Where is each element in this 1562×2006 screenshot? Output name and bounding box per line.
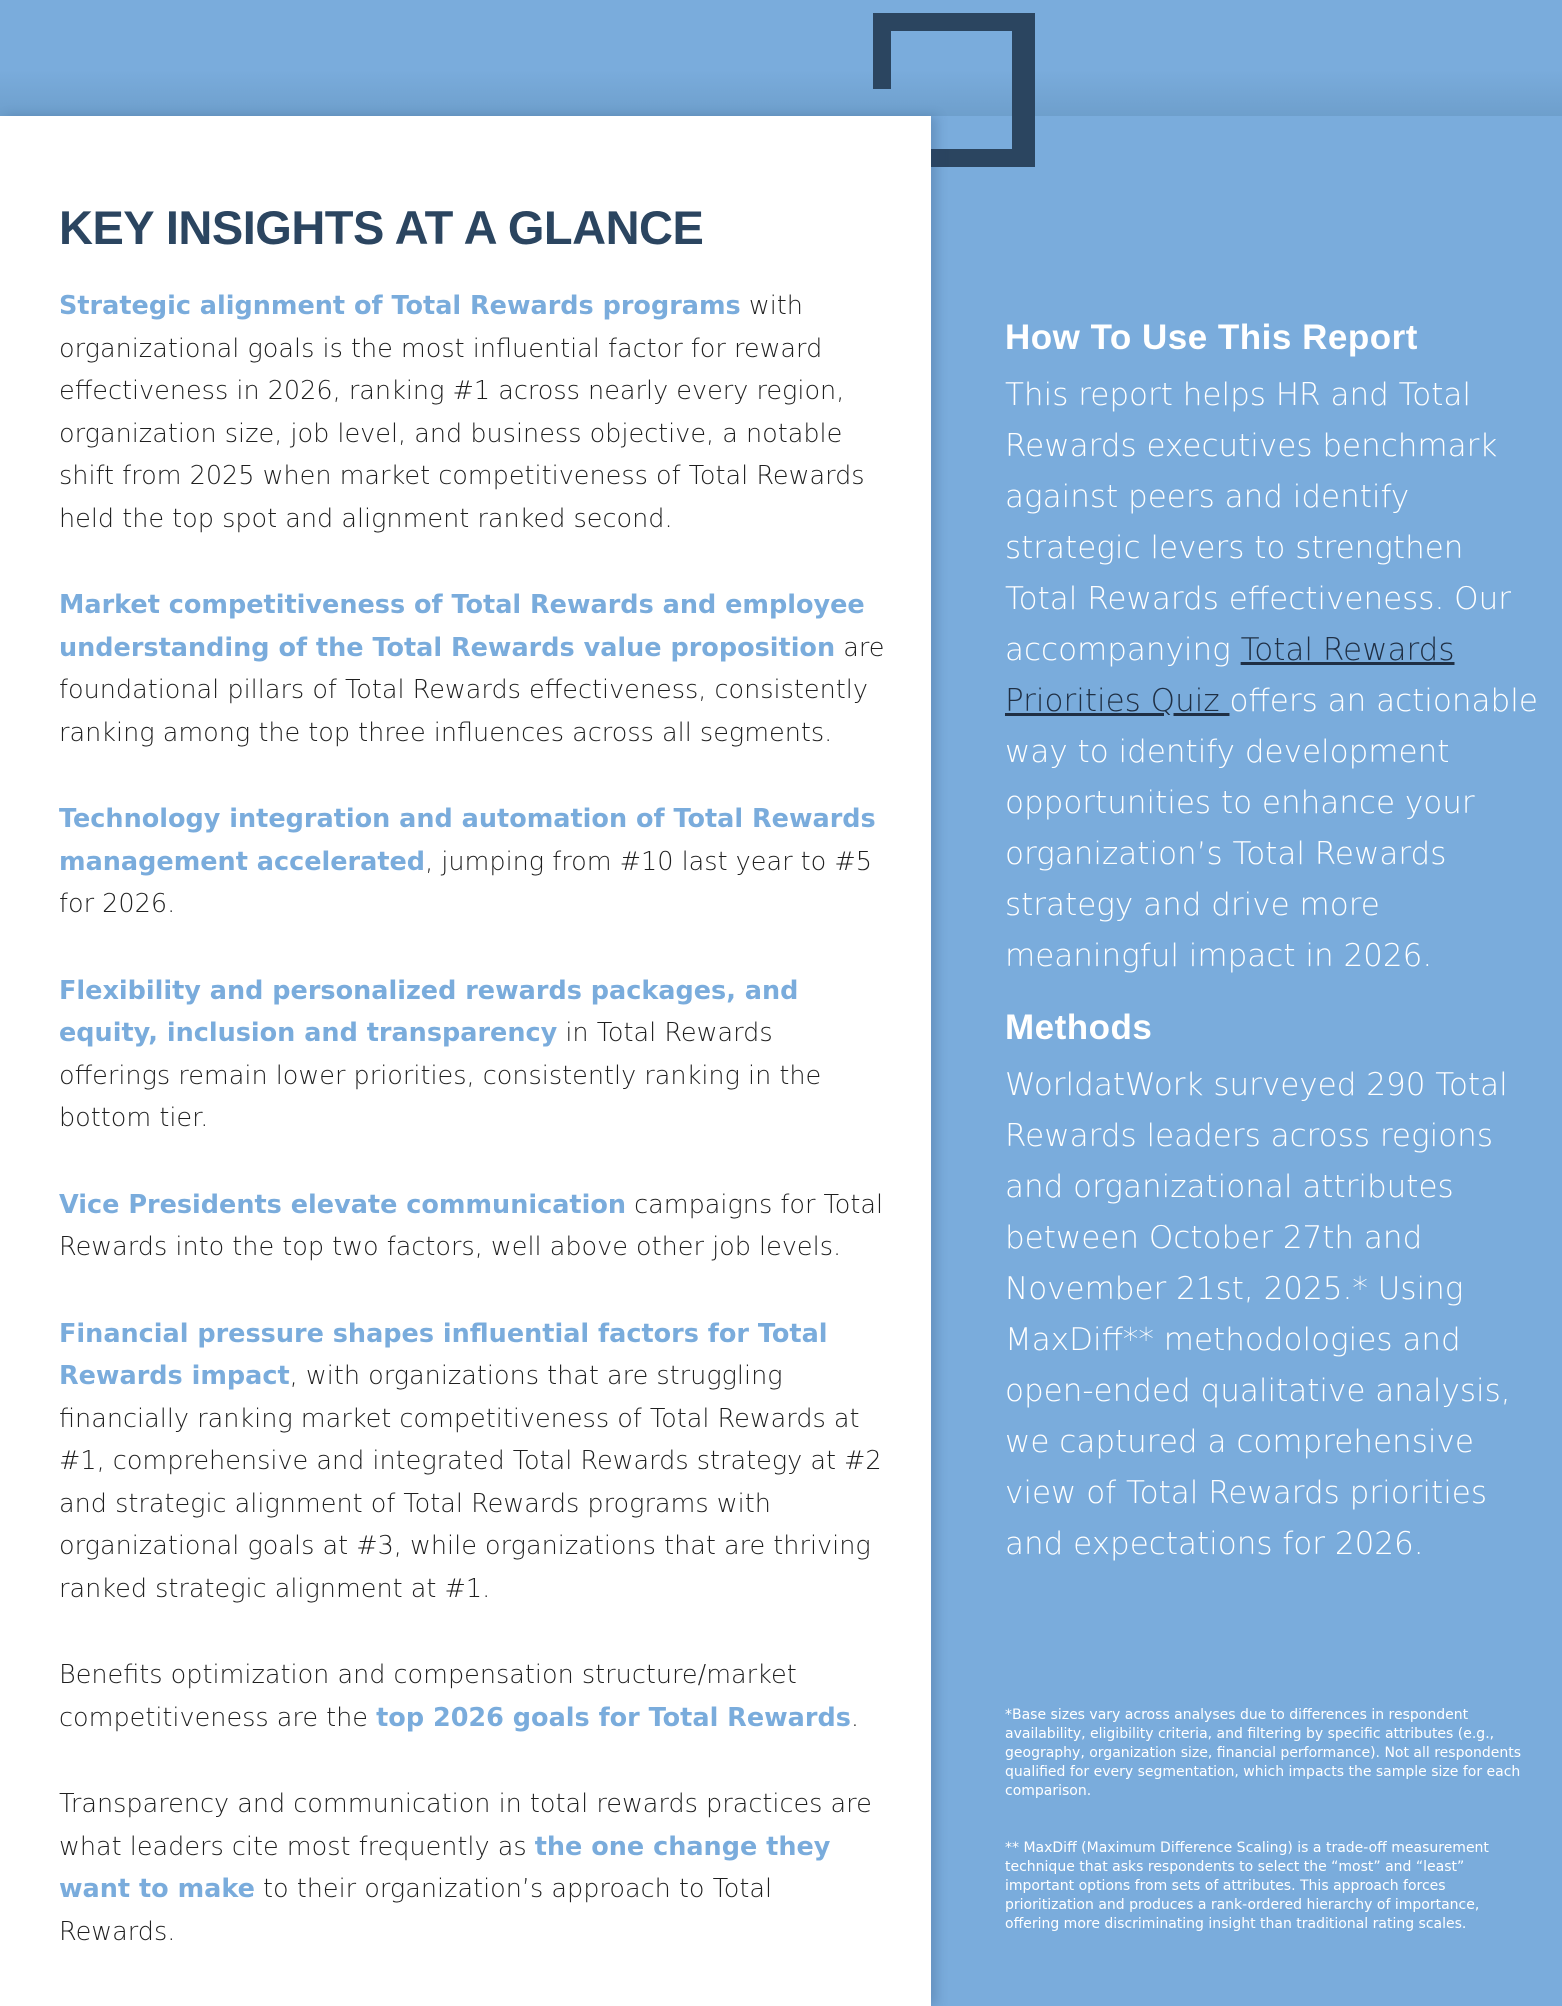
insight-paragraph bbox=[59, 584, 889, 754]
insight-text: , jumping from #10 last year to #5 for 2026. bbox=[59, 846, 872, 919]
methods-text: WorldatWork surveyed 290 Total Rewards leaders across regions and organizational attributes between October 27th and November 21st, 2025.* Using MaxDiff** methodologies and open-ended qualitative analysis, we captured a comprehensive view of Total Rewards priorities and expectations for 2026. bbox=[1005, 1067, 1511, 1562]
insight-text: , with organizations that are struggling financially ranking market competitiveness of Total Rewards at #1, comprehensive and integrated Total Rewards strategy at #2 and strategic alignment of Total Rewards programs with organizational goals at #3, while organizations that are thriving ranked strategic alignment at #1. bbox=[59, 1361, 882, 1604]
insight-paragraph bbox=[59, 285, 889, 540]
insight-text: are foundational pillars of Total Rewards effectiveness, consistently ranking among the top three influences across all segments. bbox=[59, 632, 885, 748]
how-to-use-text: This report helps HR and Total Rewards executives benchmark against peers and identify strategic levers to strengthen Total Rewards effectiveness. Our accompanying Total Rewards Priorities Quiz offers an actionable way to identify development opportunities to enhance your organization’s Total Rewards strategy and drive more meaningful impact in 2026. bbox=[1005, 377, 1538, 974]
insight-paragraph bbox=[59, 1313, 889, 1611]
quiz-link[interactable]: Total Rewards Priorities Quiz bbox=[1005, 632, 1455, 719]
methods-heading: Methods bbox=[1005, 1008, 1153, 1047]
insight-text: in Total Rewards offerings remain lower priorities, consistently ranking in the bottom tier. bbox=[59, 1018, 822, 1133]
insight-highlight: Market competitiveness of Total Rewards and employee understanding of the Total Rewards value proposition bbox=[59, 590, 865, 663]
insight-highlight: the one change they want to make bbox=[59, 1831, 831, 1904]
insights-list bbox=[59, 285, 889, 1997]
insight-highlight: top 2026 goals for Total Rewards bbox=[376, 1702, 851, 1733]
insight-paragraph bbox=[59, 970, 889, 1140]
footnote-maxdiff: ** MaxDiff (Maximum Difference Scaling) is a trade-off measurement technique that asks respondents to select the “most” and “least” important options from sets of attributes. This approach forces prioritization and produces a rank-ordered hierarchy of importance, offering more discriminating insight than traditional rating scales. bbox=[1005, 1840, 1489, 1932]
insight-text: Benefits optimization and compensation structure/market competitiveness are the bbox=[59, 1660, 797, 1733]
insight-highlight: Technology integration and automation of Total Rewards management accelerated bbox=[59, 804, 876, 877]
page-title: KEY INSIGHTS AT A GLANCE bbox=[59, 201, 704, 254]
insight-paragraph bbox=[59, 1783, 889, 1953]
insight-text: campaigns for Total Rewards into the top two factors, well above other job levels. bbox=[59, 1189, 884, 1262]
insight-text: Transparency and communication in total rewards practices are what leaders cite most frequently as bbox=[59, 1789, 872, 1862]
insight-highlight: Flexibility and personalized rewards packages, and equity, inclusion and transparency bbox=[59, 975, 799, 1048]
insight-highlight: Financial pressure shapes influential factors for Total Rewards impact bbox=[59, 1318, 828, 1391]
insight-paragraph bbox=[59, 798, 889, 926]
insight-text: . bbox=[850, 1702, 859, 1733]
header-band bbox=[0, 0, 1562, 116]
how-to-use-heading: How To Use This Report bbox=[1005, 318, 1418, 357]
footnote-base-sizes: *Base sizes vary across analyses due to differences in respondent availability, eligibility criteria, and filtering by specific attributes (e.g., geography, organization size, financial performance). Not all respondents qualified for every segmentation, which impacts the sample size for each comparison. bbox=[1005, 1707, 1522, 1799]
insight-highlight: Vice Presidents elevate communication bbox=[59, 1189, 627, 1220]
insight-text: with organizational goals is the most influential factor for reward effectiveness in 2026, ranking #1 across nearly every region, organization size, job level, and business objective, a notable shift from 2025 when market competitiveness of Total Rewards held the top spot and alignment ranked second. bbox=[59, 291, 865, 534]
footnotes bbox=[1005, 1706, 1525, 1972]
insight-highlight: Strategic alignment of Total Rewards programs bbox=[59, 291, 741, 321]
sidebar bbox=[1005, 318, 1545, 1596]
insight-text: to their organization’s approach to Total Rewards. bbox=[59, 1874, 773, 1947]
insight-paragraph bbox=[59, 1654, 889, 1739]
insight-paragraph bbox=[59, 1184, 889, 1269]
